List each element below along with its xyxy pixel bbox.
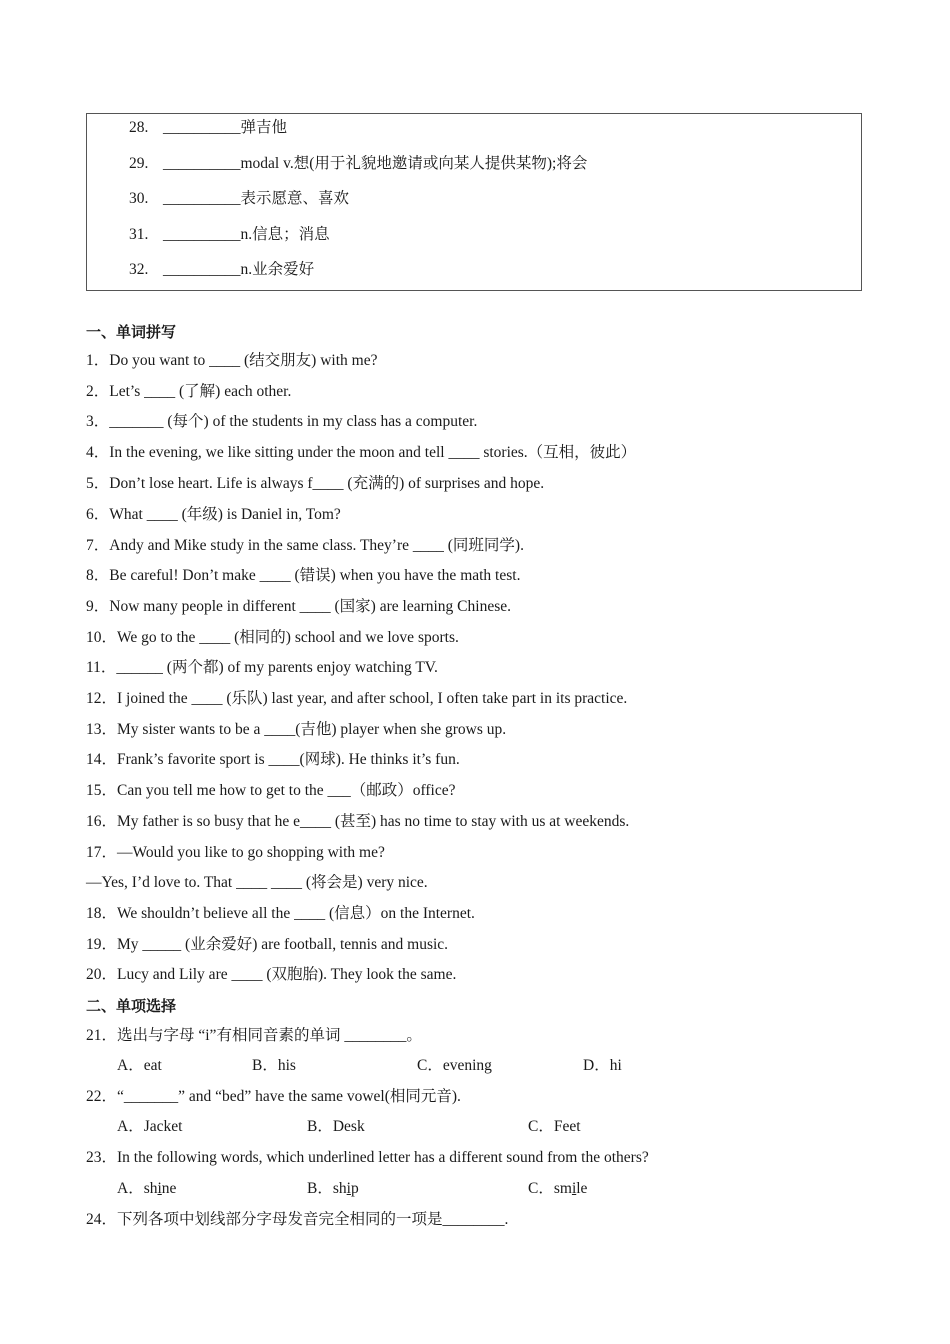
question-line: 11．______ (两个都) of my parents enjoy watching TV. — [86, 659, 438, 676]
question-line: 12．I joined the ____ (乐队) last year, and after school, I often take part in its practice. — [86, 690, 628, 707]
vocab-number: 28. — [129, 119, 149, 136]
vocab-number: 32. — [129, 261, 149, 278]
vocab-text: __________表示愿意、喜欢 — [163, 190, 350, 207]
vocab-row — [129, 153, 587, 175]
underlined-letter: i — [571, 1180, 577, 1197]
section-heading: 一、单词拼写 — [86, 323, 177, 341]
answer-option: B．Desk — [307, 1118, 365, 1135]
answer-option: C．evening — [417, 1057, 492, 1074]
option-suffix: ne — [161, 1180, 177, 1197]
question-line: 8．Be careful! Don’t make ____ (错误) when you have the math test. — [86, 567, 521, 584]
question-line: 6．What ____ (年级) is Daniel in, Tom? — [86, 506, 341, 523]
option-suffix: le — [576, 1180, 588, 1197]
answer-option: A．Jacket — [117, 1118, 183, 1135]
answer-option — [117, 1178, 176, 1200]
question-line: 9．Now many people in different ____ (国家) are learning Chinese. — [86, 598, 511, 615]
section-heading: 二、单项选择 — [86, 997, 177, 1015]
vocab-text: __________n.信息；消息 — [163, 226, 330, 243]
vocab-number: 30. — [129, 190, 149, 207]
question-line: 16．My father is so busy that he e____ (甚至) has no time to stay with us at weekends. — [86, 813, 630, 830]
question-stem: 21．选出与字母 “i”有相同音素的单词 ________。 — [86, 1027, 422, 1044]
vocab-row — [129, 224, 330, 246]
question-line: 13．My sister wants to be a ____(吉他) player when she grows up. — [86, 721, 507, 738]
vocab-row — [129, 117, 287, 139]
question-line: 17．—Would you like to go shopping with me? — [86, 844, 385, 861]
vocab-row — [129, 259, 314, 281]
vocab-number: 31. — [129, 226, 149, 243]
question-stem: 24．下列各项中划线部分字母发音完全相同的一项是________. — [86, 1211, 509, 1228]
answer-option — [307, 1178, 359, 1200]
option-prefix: A．sh — [117, 1180, 158, 1197]
question-line: 14．Frank’s favorite sport is ____(网球). He thinks it’s fun. — [86, 751, 460, 768]
option-suffix: p — [350, 1180, 359, 1197]
question-line: 10．We go to the ____ (相同的) school and we love sports. — [86, 629, 459, 646]
vocab-text: __________modal v.想(用于礼貌地邀请或向某人提供某物);将会 — [163, 155, 588, 172]
vocab-text: __________弹吉他 — [163, 119, 288, 136]
answer-option — [528, 1178, 587, 1200]
underlined-letter: i — [346, 1180, 351, 1197]
question-line: 5．Don’t lose heart. Life is always f____ (充满的) of surprises and hope. — [86, 475, 545, 492]
question-line: 2．Let’s ____ (了解) each other. — [86, 383, 292, 400]
option-prefix: B．sh — [307, 1180, 347, 1197]
question-line: 19．My _____ (业余爱好) are football, tennis and music. — [86, 936, 449, 953]
answer-option: D．hi — [583, 1057, 622, 1074]
vocab-text: __________n.业余爱好 — [163, 261, 315, 278]
answer-option: B．his — [252, 1057, 296, 1074]
vocab-row — [129, 188, 349, 210]
answer-option: C．Feet — [528, 1118, 581, 1135]
vocab-number: 29. — [129, 155, 149, 172]
question-line: 3．_______ (每个) of the students in my class has a computer. — [86, 413, 478, 430]
question-line: 1．Do you want to ____ (结交朋友) with me? — [86, 352, 378, 369]
question-line: 20．Lucy and Lily are ____ (双胞胎). They look the same. — [86, 966, 457, 983]
answer-option: A．eat — [117, 1057, 162, 1074]
question-stem: 23．In the following words, which underlined letter has a different sound from the others? — [86, 1149, 649, 1166]
option-prefix: C．sm — [528, 1180, 572, 1197]
question-stem: 22．“_______” and “bed” have the same vowel(相同元音). — [86, 1088, 461, 1105]
question-line: 15．Can you tell me how to get to the ___（邮政）office? — [86, 782, 456, 799]
question-line: 7．Andy and Mike study in the same class. They’re ____ (同班同学). — [86, 537, 524, 554]
underlined-letter: i — [157, 1180, 162, 1197]
question-line: 4．In the evening, we like sitting under the moon and tell ____ stories.（互相，彼此） — [86, 444, 637, 461]
question-line: 18．We shouldn’t believe all the ____ (信息）on the Internet. — [86, 905, 475, 922]
question-line: —Yes, I’d love to. That ____ ____ (将会是) very nice. — [86, 874, 428, 891]
vocab-box — [86, 113, 862, 291]
